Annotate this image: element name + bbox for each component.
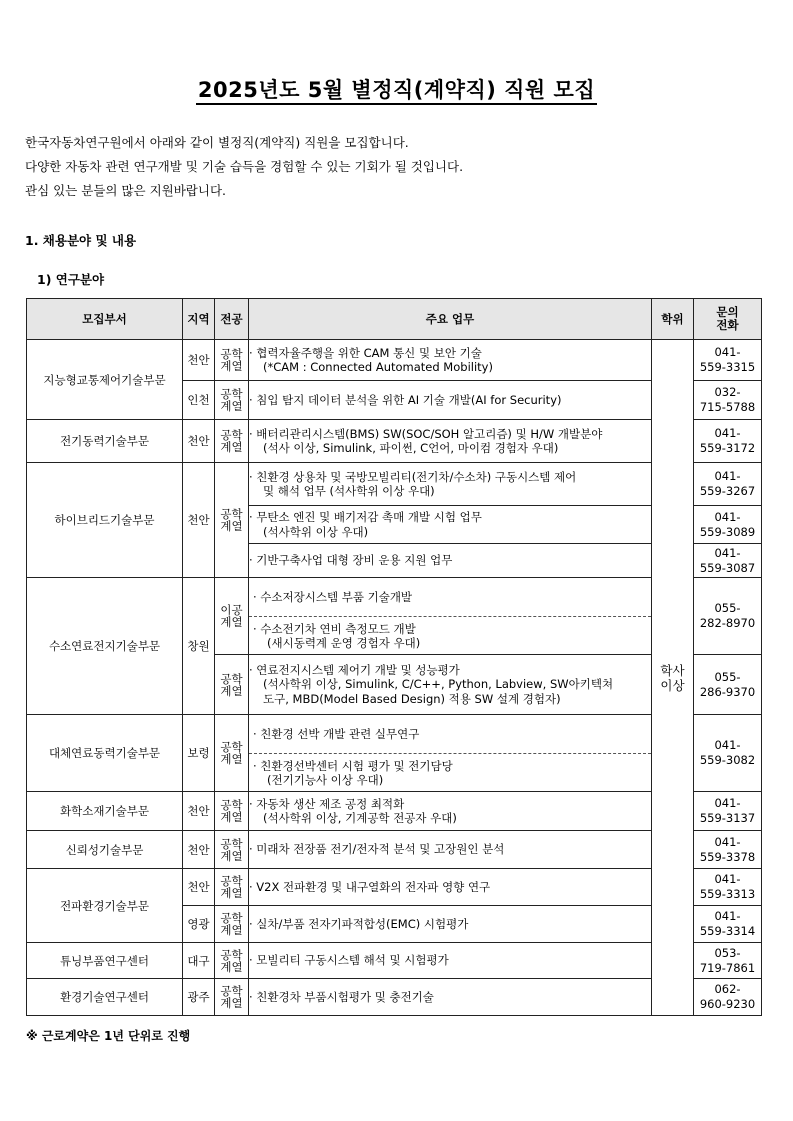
region-cell: 천안 — [183, 463, 215, 578]
region-cell: 인천 — [183, 381, 215, 420]
duty-cell — [249, 544, 652, 578]
duty-line: · 협력자율주행을 위한 CAM 통신 및 보안 기술 — [249, 345, 482, 360]
dept-cell: 신뢰성기술부문 — [27, 831, 183, 869]
phone-cell: 041- 559-3313 — [694, 869, 762, 906]
page-title-text: 2025년도 5월 별정직(계약직) 직원 모집 — [196, 78, 597, 105]
duty-split — [249, 715, 651, 791]
table-row — [27, 979, 762, 1016]
duty-line: (석사학위 이상 우대) — [263, 524, 369, 539]
phone-cell: 041- 559-3267 — [694, 463, 762, 506]
duty-line: · 미래차 전장품 전기/전자적 분석 및 고장원인 분석 — [249, 842, 505, 857]
phone-cell: 041- 559-3315 — [694, 340, 762, 381]
duty-line: · 기반구축사업 대형 장비 운용 지원 업무 — [249, 553, 453, 568]
phone-cell: 041- 559-3089 — [694, 506, 762, 544]
intro-line-2: 다양한 자동차 관련 연구개발 및 기술 습득을 경험할 수 있는 기회가 될 것입니다. — [25, 159, 464, 174]
region-cell: 천안 — [183, 831, 215, 869]
duty-line: · 친환경차 부품시험평가 및 충전기술 — [249, 989, 434, 1004]
duty-subcell — [249, 578, 651, 617]
phone-cell: 032- 715-5788 — [694, 381, 762, 420]
duty-cell — [249, 655, 652, 715]
dept-cell: 환경기술연구센터 — [27, 979, 183, 1016]
phone-cell: 041- 559-3082 — [694, 715, 762, 792]
dept-cell: 전파환경기술부문 — [27, 869, 183, 943]
duty-cell — [249, 463, 652, 506]
duty-line: · V2X 전파환경 및 내구열화의 전자파 영향 연구 — [249, 879, 491, 894]
duty-cell — [249, 381, 652, 420]
header-major: 전공 — [215, 299, 249, 340]
major-cell: 공학 계열 — [215, 381, 249, 420]
major-cell: 공학 계열 — [215, 340, 249, 381]
duty-line: · 연료전지시스템 제어기 개발 및 성능평가 — [249, 662, 460, 677]
header-dept: 모집부서 — [27, 299, 183, 340]
header-phone: 문의 전화 — [694, 299, 762, 340]
duty-line: · 수소전기차 연비 측정모드 개발 — [253, 621, 416, 636]
duty-line: (새시동력계 운영 경험자 우대) — [267, 636, 421, 650]
major-cell: 공학 계열 — [215, 715, 249, 792]
dept-cell: 튜닝부품연구센터 — [27, 943, 183, 979]
duty-cell — [249, 906, 652, 943]
table-row — [27, 869, 762, 906]
duty-line: · 친환경 선박 개발 관련 실무연구 — [253, 726, 420, 741]
dept-cell: 지능형교통제어기술부문 — [27, 340, 183, 420]
phone-cell: 041- 559-3314 — [694, 906, 762, 943]
duty-line: · 모빌리티 구동시스템 해석 및 시험평가 — [249, 953, 449, 968]
footnote: ※ 근로계약은 1년 단위로 진행 — [26, 1029, 191, 1043]
table-row — [27, 831, 762, 869]
header-duty: 주요 업무 — [249, 299, 652, 340]
duty-cell — [249, 340, 652, 381]
duty-cell — [249, 420, 652, 463]
phone-cell: 055- 282-8970 — [694, 578, 762, 655]
duty-cell — [249, 979, 652, 1016]
phone-cell: 041- 559-3087 — [694, 544, 762, 578]
duty-cell — [249, 943, 652, 979]
major-cell: 공학 계열 — [215, 979, 249, 1016]
duty-split — [249, 578, 651, 654]
header-region: 지역 — [183, 299, 215, 340]
region-cell: 보령 — [183, 715, 215, 792]
phone-cell: 041- 559-3378 — [694, 831, 762, 869]
major-cell: 공학 계열 — [215, 906, 249, 943]
table-row — [27, 792, 762, 831]
duty-line: 및 해석 업무 (석사학위 이상 우대) — [263, 484, 435, 498]
duty-line: · 침입 탐지 데이터 분석을 위한 AI 기술 개발(AI for Security) — [249, 392, 562, 407]
major-cell: 공학 계열 — [215, 869, 249, 906]
duty-line: · 배터리관리시스템(BMS) SW(SOC/SOH 알고리즘) 및 H/W 개발분야 — [249, 426, 603, 441]
region-cell: 영광 — [183, 906, 215, 943]
duty-cell — [249, 869, 652, 906]
region-cell: 천안 — [183, 792, 215, 831]
duty-line: · 친환경 상용차 및 국방모빌리티(전기차/수소차) 구동시스템 제어 — [249, 469, 577, 484]
duty-subcell — [249, 617, 651, 655]
table-row — [27, 420, 762, 463]
table-row — [27, 715, 762, 792]
section-heading: 1. 채용분야 및 내용 — [25, 233, 137, 248]
duty-line: · 수소저장시스템 부품 기술개발 — [253, 589, 413, 604]
duty-line: · 무탄소 엔진 및 배기저감 촉매 개발 시험 업무 — [249, 510, 482, 524]
duty-subcell — [249, 754, 651, 792]
dept-cell: 하이브리드기술부문 — [27, 463, 183, 578]
dept-cell: 화학소재기술부문 — [27, 792, 183, 831]
region-cell: 천안 — [183, 420, 215, 463]
region-cell: 대구 — [183, 943, 215, 979]
phone-cell: 041- 559-3137 — [694, 792, 762, 831]
dept-cell: 전기동력기술부문 — [27, 420, 183, 463]
duty-cell — [249, 506, 652, 544]
duty-line: (석사학위 이상, 기계공학 전공자 우대) — [263, 811, 457, 825]
region-cell: 창원 — [183, 578, 215, 715]
region-cell: 천안 — [183, 869, 215, 906]
table-row — [27, 340, 762, 381]
region-cell: 광주 — [183, 979, 215, 1016]
major-cell: 공학 계열 — [215, 792, 249, 831]
phone-cell: 053- 719-7861 — [694, 943, 762, 979]
table-row — [27, 943, 762, 979]
page-title — [0, 74, 793, 104]
duty-line: · 자동차 생산 제조 공정 최적화 — [249, 796, 405, 811]
table-row — [27, 463, 762, 506]
major-cell: 공학 계열 — [215, 655, 249, 715]
subsection-heading: 1) 연구분야 — [37, 272, 105, 287]
table-row — [27, 578, 762, 655]
major-cell: 공학 계열 — [215, 943, 249, 979]
phone-cell: 055- 286-9370 — [694, 655, 762, 715]
duty-line: (석사학위 이상, Simulink, C/C++, Python, Labview, SW아키텍쳐 — [263, 677, 614, 692]
degree-cell: 학사 이상 — [652, 340, 694, 1016]
duty-line: (전기기능사 이상 우대) — [267, 773, 384, 787]
duty-line: (석사 이상, Simulink, 파이썬, C언어, 마이컴 경험자 우대) — [263, 441, 559, 455]
table-header-row — [27, 299, 762, 340]
duty-cell — [249, 578, 652, 655]
phone-cell: 041- 559-3172 — [694, 420, 762, 463]
recruitment-table — [26, 298, 762, 1016]
duty-line: 도구, MBD(Model Based Design) 적용 SW 설계 경험자) — [263, 691, 561, 706]
major-cell: 공학 계열 — [215, 463, 249, 578]
intro-line-3: 관심 있는 분들의 많은 지원바랍니다. — [25, 183, 226, 198]
duty-line: · 실차/부품 전자기파적합성(EMC) 시험평가 — [249, 916, 469, 931]
duty-cell — [249, 831, 652, 869]
dept-cell: 대체연료동력기술부문 — [27, 715, 183, 792]
region-cell: 천안 — [183, 340, 215, 381]
header-degree: 학위 — [652, 299, 694, 340]
phone-cell: 062- 960-9230 — [694, 979, 762, 1016]
dept-cell: 수소연료전지기술부문 — [27, 578, 183, 715]
intro-line-1: 한국자동차연구원에서 아래와 같이 별정직(계약직) 직원을 모집합니다. — [25, 135, 409, 150]
duty-cell — [249, 792, 652, 831]
duty-cell — [249, 715, 652, 792]
major-cell: 이공 계열 — [215, 578, 249, 655]
major-cell: 공학 계열 — [215, 420, 249, 463]
duty-subcell — [249, 715, 651, 754]
major-cell: 공학 계열 — [215, 831, 249, 869]
duty-line: (*CAM : Connected Automated Mobility) — [263, 360, 493, 374]
duty-line: · 친환경선박센터 시험 평가 및 전기담당 — [253, 758, 453, 773]
